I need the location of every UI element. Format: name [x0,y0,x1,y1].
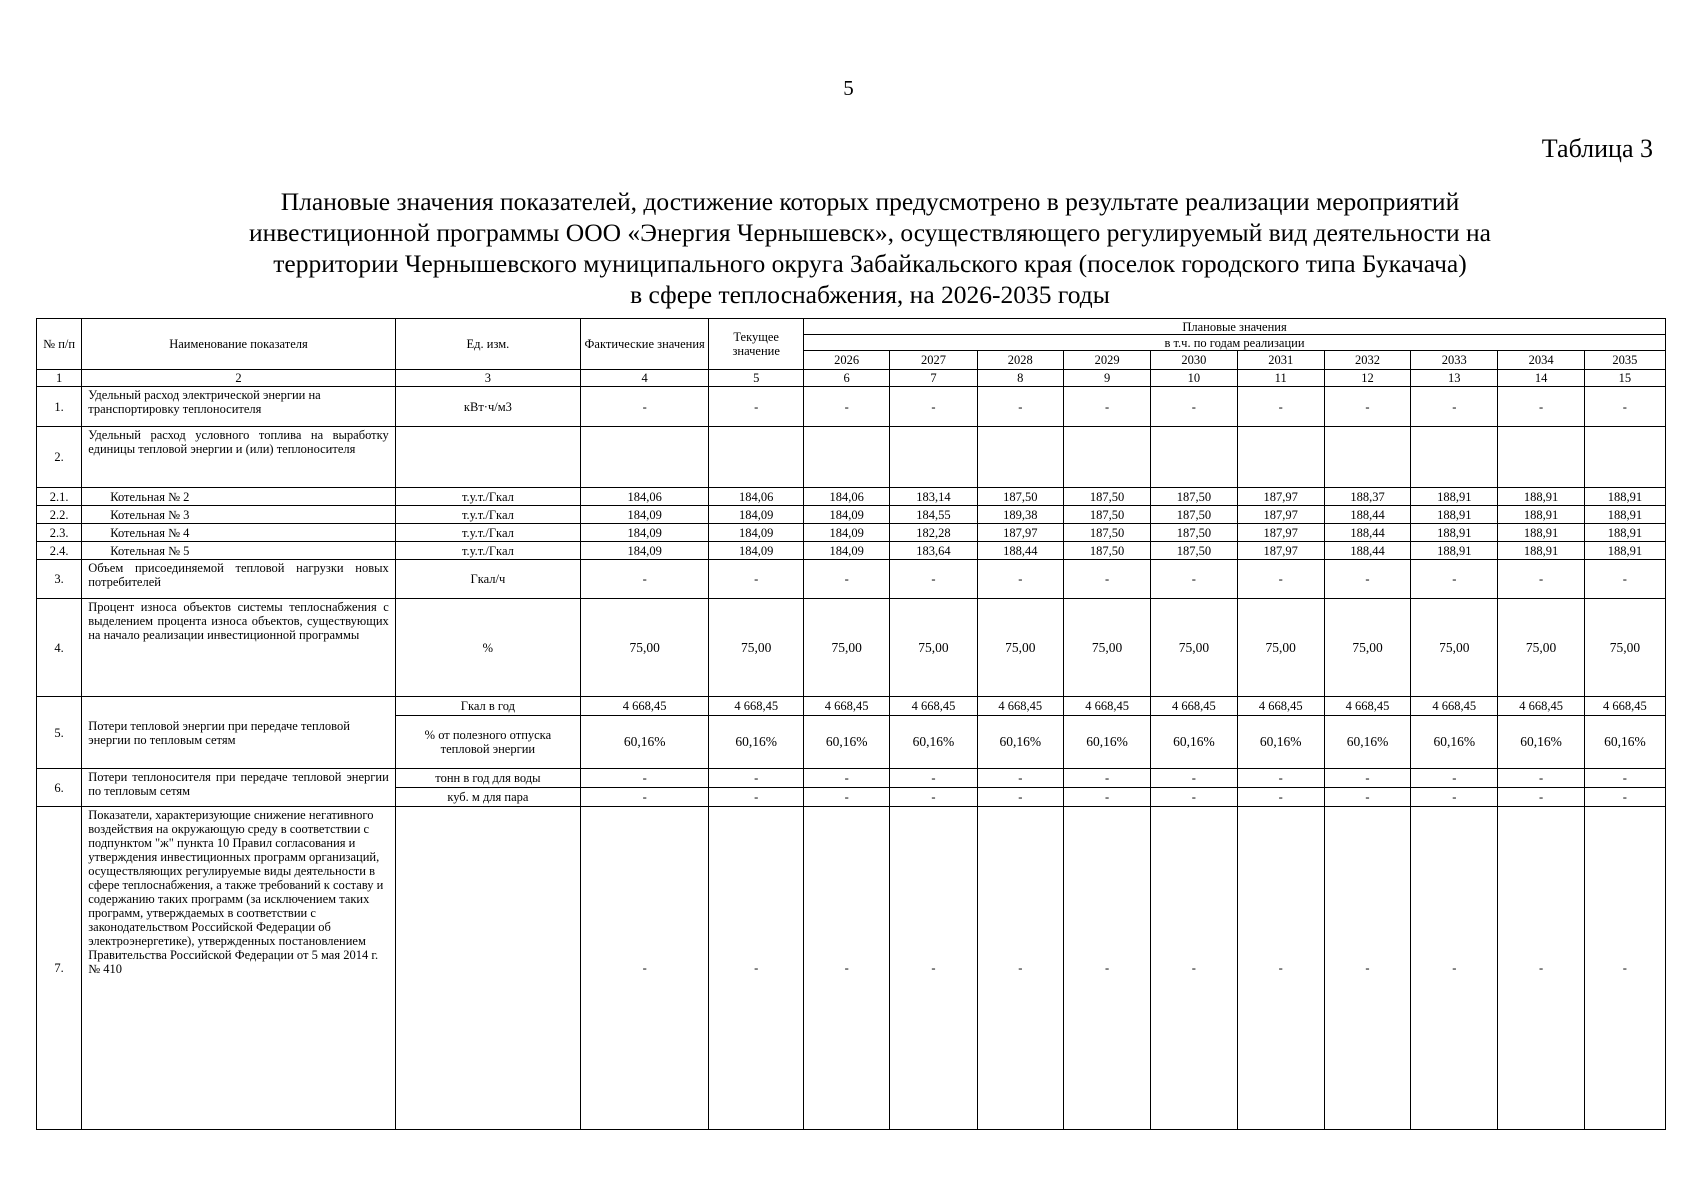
table-title [130,186,1610,310]
value-cell: 4 668,45 [1584,697,1665,716]
row-num: 1. [37,387,82,427]
table-row [37,524,1666,542]
value-cell: 4 668,45 [1324,697,1410,716]
col-number: 7 [890,370,977,387]
year-cell: 2032 [1324,351,1410,370]
value-cell: - [1151,387,1237,427]
value-cell: 4 668,45 [804,697,890,716]
value-cell: - [1151,807,1237,1130]
value-cell: - [1324,807,1410,1130]
value-cell: 187,50 [1063,524,1150,542]
value-cell: - [709,769,804,788]
value-cell: 188,44 [977,542,1063,560]
col-number: 4 [580,370,708,387]
value-cell: 184,06 [709,488,804,506]
value-cell: 75,00 [1584,599,1665,697]
value-cell: - [977,807,1063,1130]
value-cell: 4 668,45 [580,697,708,716]
year-cell: 2027 [890,351,977,370]
value-cell: - [1063,560,1150,599]
col-number: 6 [804,370,890,387]
value-cell: - [1063,769,1150,788]
value-cell: - [709,788,804,807]
unit-cell: % [395,599,580,697]
col-number: 15 [1584,370,1665,387]
value-cell: 184,55 [890,506,977,524]
value-cell: 187,97 [1237,488,1324,506]
table-row [37,769,1666,788]
indicator-name: Котельная № 5 [82,542,396,560]
value-cell: 187,97 [1237,524,1324,542]
value-cell: 4 668,45 [890,697,977,716]
value-cell: - [709,807,804,1130]
year-cell: 2028 [977,351,1063,370]
row-num: 2. [37,427,82,488]
value-cell: - [580,387,708,427]
unit-cell: т.у.т./Гкал [395,542,580,560]
value-cell: - [1063,387,1150,427]
value-cell: 187,97 [1237,542,1324,560]
value-cell: 60,16% [1411,716,1498,769]
value-cell: 183,64 [890,542,977,560]
value-cell: 4 668,45 [977,697,1063,716]
unit-cell: Гкал в год [395,697,580,716]
value-cell: - [1411,387,1498,427]
value-cell: 75,00 [1324,599,1410,697]
value-cell: - [1498,560,1584,599]
value-cell: 75,00 [1151,599,1237,697]
value-cell: 187,50 [977,488,1063,506]
value-cell: 4 668,45 [1411,697,1498,716]
unit-cell: Гкал/ч [395,560,580,599]
table-row [37,697,1666,716]
col-number: 13 [1411,370,1498,387]
value-cell: 184,09 [709,506,804,524]
table-row [37,427,1666,488]
value-cell: - [1324,560,1410,599]
value-cell: - [1498,387,1584,427]
value-cell: - [1237,807,1324,1130]
value-cell: - [804,560,890,599]
unit-cell: т.у.т./Гкал [395,524,580,542]
value-cell: 187,97 [1237,506,1324,524]
value-cell: - [804,769,890,788]
indicator-name: Объем присоединяемой тепловой нагрузки новых потребителей [82,560,396,599]
value-cell: - [804,807,890,1130]
value-cell: 188,91 [1584,488,1665,506]
value-cell: - [890,807,977,1130]
year-cell: 2031 [1237,351,1324,370]
unit-cell: кВт·ч/м3 [395,387,580,427]
value-cell: - [580,769,708,788]
value-cell: 75,00 [1411,599,1498,697]
value-cell: - [1063,788,1150,807]
value-cell: 188,37 [1324,488,1410,506]
value-cell: 75,00 [580,599,708,697]
table-row [37,387,1666,427]
value-cell: - [1324,387,1410,427]
value-cell: - [1498,807,1584,1130]
value-cell: - [1584,387,1665,427]
indicator-name: Удельный расход электрической энергии на транспортировку теплоносителя [82,387,396,427]
value-cell: 188,91 [1584,542,1665,560]
value-cell: 60,16% [1063,716,1150,769]
value-cell: 188,91 [1498,542,1584,560]
value-cell: - [804,387,890,427]
unit-cell: т.у.т./Гкал [395,506,580,524]
row-num: 4. [37,599,82,697]
row-num: 2.3. [37,524,82,542]
row-num: 2.2. [37,506,82,524]
row-num: 2.4. [37,542,82,560]
unit-cell: куб. м для пара [395,788,580,807]
indicator-name: Котельная № 4 [82,524,396,542]
value-cell: 188,91 [1584,524,1665,542]
unit-cell: т.у.т./Гкал [395,488,580,506]
value-cell: 75,00 [804,599,890,697]
value-cell: 184,09 [709,542,804,560]
value-cell: 184,09 [580,542,708,560]
value-cell: 75,00 [1237,599,1324,697]
value-cell: - [1411,560,1498,599]
col-number: 3 [395,370,580,387]
unit-cell: тонн в год для воды [395,769,580,788]
row-num: 3. [37,560,82,599]
value-cell: 4 668,45 [1063,697,1150,716]
value-cell: 187,50 [1063,488,1150,506]
indicator-name: Показатели, характеризующие снижение негативного воздействия на окружающую среду в соответствии с подпунктом "ж" пункта 10 Правил согласования и утверждения инвестиционных программ организаций, осуществляющих регулируемые виды деятельности в сфере теплоснабжения, а также требований к составу и содержанию таких программ (за исключением таких программ, утверждаемых в соответствии с законодательством Российской Федерации об электроэнергетике), утвержденных постановлением Правительства Российской Федерации от 5 мая 2014 г. № 410 [82,807,396,1130]
year-cell: 2035 [1584,351,1665,370]
value-cell: 188,91 [1498,488,1584,506]
col-number: 14 [1498,370,1584,387]
value-cell: 188,44 [1324,524,1410,542]
value-cell: - [890,769,977,788]
row-num: 5. [37,697,82,769]
row-num: 2.1. [37,488,82,506]
value-cell: 188,91 [1411,506,1498,524]
header-current: Текущее значение [709,319,804,370]
value-cell: 184,09 [709,524,804,542]
value-cell: - [890,387,977,427]
indicators-table [36,318,1666,1130]
value-cell: 188,44 [1324,506,1410,524]
title-line: в сфере теплоснабжения, на 2026-2035 годы [630,280,1110,309]
col-number: 2 [82,370,396,387]
value-cell: 188,91 [1498,506,1584,524]
value-cell: 60,16% [709,716,804,769]
value-cell: - [1324,769,1410,788]
value-cell: 183,14 [890,488,977,506]
table-row [37,560,1666,599]
value-cell: 60,16% [1498,716,1584,769]
value-cell: 184,09 [580,524,708,542]
header-unit: Ед. изм. [395,319,580,370]
value-cell: - [977,387,1063,427]
col-number: 8 [977,370,1063,387]
value-cell: 75,00 [890,599,977,697]
row-num: 7. [37,807,82,1130]
col-number: 11 [1237,370,1324,387]
value-cell: 184,06 [580,488,708,506]
value-cell: 187,50 [1063,542,1150,560]
header-actual: Фактические значения [580,319,708,370]
value-cell: 187,50 [1151,542,1237,560]
value-cell: 75,00 [709,599,804,697]
col-number: 12 [1324,370,1410,387]
value-cell: - [709,387,804,427]
table-row [37,599,1666,697]
indicator-name: Удельный расход условного топлива на выработку единицы тепловой энергии и (или) теплоносителя [82,427,396,488]
value-cell: 182,28 [890,524,977,542]
col-number: 9 [1063,370,1150,387]
unit-cell: % от полезного отпуска тепловой энергии [395,716,580,769]
year-cell: 2030 [1151,351,1237,370]
table-row [37,506,1666,524]
value-cell: - [1498,788,1584,807]
year-cell: 2026 [804,351,890,370]
value-cell: 184,09 [580,506,708,524]
value-cell: 60,16% [580,716,708,769]
value-cell: - [1063,807,1150,1130]
value-cell: - [977,769,1063,788]
year-cell: 2034 [1498,351,1584,370]
value-cell: - [890,560,977,599]
value-cell: 189,38 [977,506,1063,524]
value-cell: - [1584,788,1665,807]
col-number: 1 [37,370,82,387]
value-cell: - [580,560,708,599]
header-num: № п/п [37,319,82,370]
header-by-year: в т.ч. по годам реализации [804,335,1666,351]
indicator-name: Потери теплоносителя при передаче тепловой энергии по тепловым сетям [82,769,396,807]
value-cell: 60,16% [890,716,977,769]
value-cell: 187,97 [977,524,1063,542]
value-cell: 75,00 [1063,599,1150,697]
value-cell: - [1411,807,1498,1130]
value-cell: - [1151,769,1237,788]
value-cell: 187,50 [1151,524,1237,542]
value-cell: - [1411,769,1498,788]
value-cell: - [1237,788,1324,807]
page-number: 5 [843,76,854,100]
value-cell: 188,91 [1411,524,1498,542]
value-cell: - [580,807,708,1130]
value-cell: 4 668,45 [1151,697,1237,716]
title-line: территории Чернышевского муниципального округа Забайкальского края (поселок городского типа Букачача) [273,249,1467,278]
indicator-name: Котельная № 2 [82,488,396,506]
value-cell: - [890,788,977,807]
table-row [37,488,1666,506]
value-cell: - [804,788,890,807]
value-cell: 184,09 [804,506,890,524]
value-cell: 188,91 [1411,542,1498,560]
value-cell: 184,06 [804,488,890,506]
value-cell: 60,16% [1324,716,1410,769]
value-cell: - [1237,387,1324,427]
col-number: 10 [1151,370,1237,387]
value-cell: 187,50 [1151,488,1237,506]
value-cell: - [1151,788,1237,807]
value-cell: - [1584,807,1665,1130]
value-cell: 184,09 [804,542,890,560]
value-cell: - [1151,560,1237,599]
indicator-name: Котельная № 3 [82,506,396,524]
value-cell: - [1237,769,1324,788]
value-cell: - [580,788,708,807]
value-cell: 188,44 [1324,542,1410,560]
value-cell: - [1498,769,1584,788]
row-num: 6. [37,769,82,807]
table-row [37,542,1666,560]
header-name: Наименование показателя [82,319,396,370]
col-number: 5 [709,370,804,387]
value-cell: 75,00 [1498,599,1584,697]
value-cell: 187,50 [1151,506,1237,524]
title-line: Плановые значения показателей, достижение которых предусмотрено в результате реализации мероприятий [280,187,1460,216]
value-cell: 60,16% [1237,716,1324,769]
value-cell: 4 668,45 [1237,697,1324,716]
value-cell: - [1324,788,1410,807]
value-cell: - [977,788,1063,807]
value-cell: 187,50 [1063,506,1150,524]
year-cell: 2029 [1063,351,1150,370]
title-line: инвестиционной программы ООО «Энергия Чернышевск», осуществляющего регулируемый вид деятельности на [248,218,1491,247]
header-planned: Плановые значения [804,319,1666,335]
value-cell: 184,09 [804,524,890,542]
indicator-name: Потери тепловой энергии при передаче тепловой энергии по тепловым сетям [82,697,396,769]
value-cell: - [977,560,1063,599]
value-cell: 188,91 [1411,488,1498,506]
value-cell: 188,91 [1584,506,1665,524]
column-numbers-row [37,370,1666,387]
value-cell: - [1584,769,1665,788]
value-cell: - [1411,788,1498,807]
year-cell: 2033 [1411,351,1498,370]
table-label: Таблица 3 [1541,134,1653,163]
value-cell: 60,16% [1584,716,1665,769]
value-cell: 60,16% [1151,716,1237,769]
table-row [37,807,1666,1130]
value-cell: - [709,560,804,599]
value-cell: 4 668,45 [1498,697,1584,716]
indicator-name: Процент износа объектов системы теплоснабжения с выделением процента износа объектов, существующих на начало реализации инвестиционной программы [82,599,396,697]
value-cell: 75,00 [977,599,1063,697]
value-cell: 60,16% [977,716,1063,769]
value-cell: 60,16% [804,716,890,769]
value-cell: - [1584,560,1665,599]
value-cell: 188,91 [1498,524,1584,542]
value-cell: - [1237,560,1324,599]
value-cell: 4 668,45 [709,697,804,716]
unit-cell [395,807,580,1130]
